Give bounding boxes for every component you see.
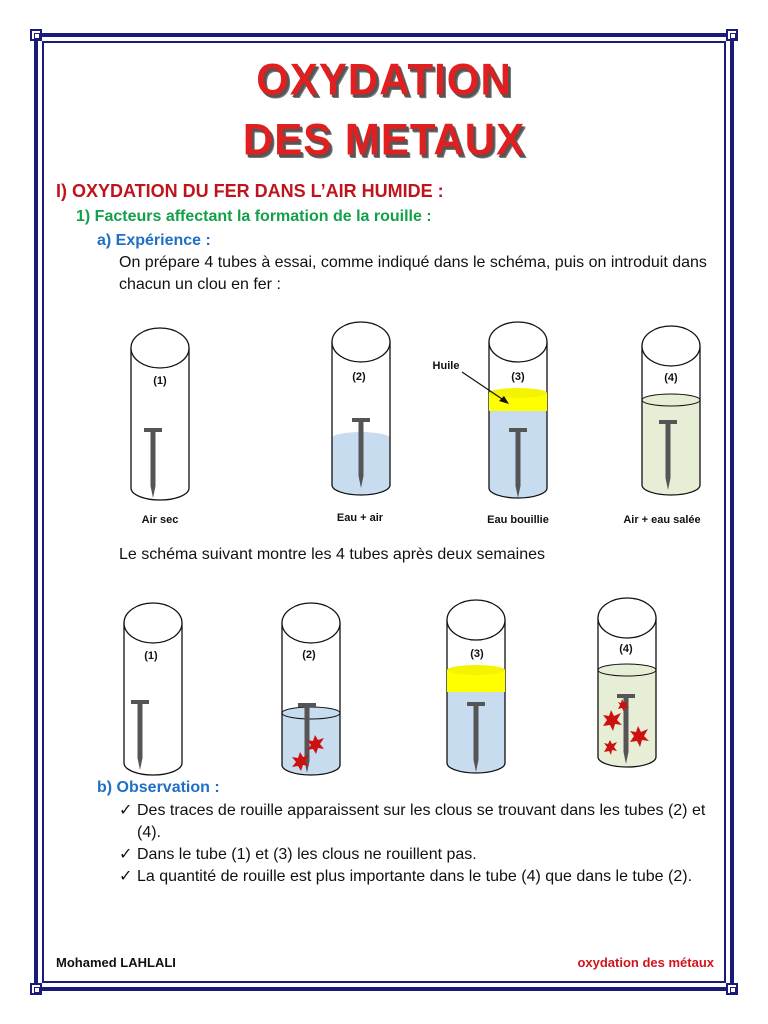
tube-number-label: (4) — [664, 372, 678, 384]
footer-author: Mohamed LAHLALI — [56, 955, 176, 970]
tube-number-label: (1) — [153, 375, 167, 387]
tube-number-label: (4) — [619, 643, 633, 655]
tube-after-1 — [124, 603, 182, 775]
list-item: ✓ Des traces de rouille apparaissent sur les clous se trouvant dans les tubes (2) et (4). — [119, 800, 719, 844]
after-text: Le schéma suivant montre les 4 tubes après deux semaines — [119, 546, 546, 563]
tube-number-label: (3) — [470, 648, 484, 660]
list-item: ✓ Dans le tube (1) et (3) les clous ne rouillent pas. — [119, 844, 719, 866]
section-heading: I) OXYDATION DU FER DANS L’AIR HUMIDE : — [56, 181, 444, 201]
tube-caption: Air + eau salée — [623, 514, 701, 526]
checkmark-icon: ✓ — [119, 846, 133, 863]
footer-topic: oxydation des métaux — [577, 955, 714, 970]
tube-caption: Eau + air — [336, 512, 384, 524]
tube-number-label: (1) — [144, 650, 158, 662]
observation-heading: b) Observation : — [97, 779, 220, 796]
list-item: ✓ La quantité de rouille est plus importante dans le tube (4) que dans le tube (2). — [119, 866, 719, 888]
tube-number-label: (3) — [511, 371, 525, 383]
tube-after-3 — [447, 600, 505, 773]
page-title-line1: OXYDATION — [256, 54, 512, 105]
tube-before-2 — [332, 322, 390, 495]
experience-text: On prépare 4 tubes à essai, comme indiqué dans le schéma, puis on introduit dans chacun un clou en fer : — [119, 254, 707, 293]
tube-after-4 — [598, 598, 656, 767]
tube-number-label: (2) — [352, 371, 366, 383]
tube-caption: Eau bouillie — [487, 514, 549, 526]
tube-before-1 — [131, 328, 189, 500]
observation-list — [119, 800, 719, 888]
oil-label: Huile — [432, 360, 460, 372]
subsection-heading: 1) Facteurs affectant la formation de la rouille : — [76, 208, 432, 225]
page-title-line2: DES METAUX — [242, 114, 526, 165]
tube-before-3 — [489, 322, 547, 498]
tube-before-4 — [642, 326, 700, 495]
experience-heading: a) Expérience : — [97, 232, 211, 249]
checkmark-icon: ✓ — [119, 868, 133, 885]
tube-after-2 — [282, 603, 340, 775]
tube-caption: Air sec — [141, 514, 179, 526]
checkmark-icon: ✓ — [119, 802, 133, 819]
tube-number-label: (2) — [302, 649, 316, 661]
